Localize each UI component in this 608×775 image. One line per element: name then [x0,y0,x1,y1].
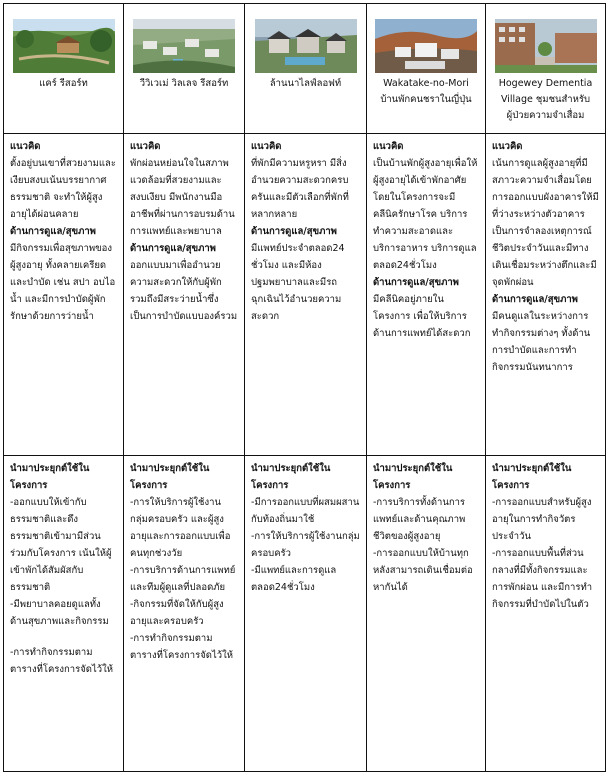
col4-header-cell [367,4,486,134]
project-name-line: ผู้ป่วยความจำเสื่อม [506,110,585,121]
apply-heading: นำมาประยุกต์ใช้ในโครงการ [373,463,453,491]
col3-apply-cell [245,456,367,772]
apply-item: -การให้บริการผู้ใช้งานกลุ่มครอบครัว [251,531,360,559]
apply-heading: นำมาประยุกต์ใช้ในโครงการ [492,463,572,491]
col1-apply-cell [4,456,124,772]
care-heading: ด้านการดูแล/สุขภาพ [492,294,578,305]
apply-item: -การบริการด้านการแพทย์และทีมผู้ดูแลที่ปลอดภัย [130,565,236,593]
apply-item: -การออกแบบพื้นที่ส่วนกลางที่มีทั้งกิจกรรมและการพักผ่อน และมีการทำกิจกรรมที่บำบัดไปในตัว [492,548,593,610]
apply-item: -การบริการทั้งด้านการแพทย์และด้านคุณภาพชีวิตของผู้สูงอายุ [373,497,466,542]
project-name-line: แคร์ รีสอร์ท [39,78,88,89]
hogewey-village-photo [495,19,597,73]
concept-row [4,134,606,456]
col3-header-cell [245,4,367,134]
concept-heading: แนวคิด [373,141,404,152]
project-name-line: Hogewey Dementia [498,78,593,89]
lanna-lifeloft-photo [255,19,357,73]
project-name-line: ล้านนาไลฟ์ลอฟท์ [269,78,342,89]
apply-item: -การทำกิจกรรมตามตารางที่โครงการจัดไว้ให้ [10,647,113,675]
apply-item: -การออกแบบสำหรับผู้สูงอายุในการทำกิจวัตรประจำวัน [492,497,592,542]
apply-item: -การทำกิจกรรมตามตารางที่โครงการจัดไว้ให้ [130,633,233,661]
apply-item: -มีแพทย์และการดูแลตลอด24ชั่วโมง [251,565,337,593]
project-name-2 [128,76,240,92]
care-text: มีแพทย์ประจำตลอด24 ชั่วโมง และมีห้องปฐมพยาบาลและมีรถฉุกเฉินไว้อำนวยความสะดวก [251,243,345,322]
care-resort-photo [13,19,115,73]
col3-concept-cell [245,134,367,456]
apply-heading: นำมาประยุกต์ใช้ในโครงการ [10,463,90,491]
apply-item: -กิจกรรมที่จัดให้กับผู้สูงอายุและครอบครัว [130,599,224,627]
care-heading: ด้านการดูแล/สุขภาพ [130,243,216,254]
care-text: มีคลีนิคอยู่ภายในโครงการ เพื่อให้บริการด้านการแพทย์ได้สะดวก [373,294,471,339]
care-heading: ด้านการดูแล/สุขภาพ [251,226,337,237]
wakatake-no-mori-photo [375,19,477,73]
project-name-line: วีวิเวเม่ วิลเลจ รีสอร์ท [139,78,229,89]
project-name-line: Wakatake-no-Mori [383,78,469,89]
col5-apply-cell [486,456,606,772]
apply-item: -มีการออกแบบที่ผสมผสานกับท้องถิ่นมาใช้ [251,497,360,525]
care-heading: ด้านการดูแล/สุขภาพ [10,226,96,237]
apply-heading: นำมาประยุกต์ใช้ในโครงการ [251,463,331,491]
apply-item: -ออกแบบให้เข้ากับธรรมชาติและดึงธรรมชาติเข้ามามีส่วนร่วมกับโครงการ เน้นให้ผู้เข้าพักได้สัมผัสกับธรรมชาติ [10,497,112,593]
project-name-4 [371,76,481,108]
col5-header-cell [486,4,606,134]
project-name-1 [8,76,119,92]
care-heading: ด้านการดูแล/สุขภาพ [373,277,459,288]
concept-text: เน้นการดูแลผู้สูงอายุที่มีสภาวะความจำเสื่อมโดยการออกแบบผังอาคารให้มีที่ว่างระหว่างตัวอาคารเป็นการจำลองเหตุการณ์ชีวิตประจำวันและมีทางเดินเชื่อมระหว่างตึกและมีจุดพักผ่อน [492,158,599,288]
project-name-line: Village ชุมชนสำหรับ [500,94,591,105]
col5-concept-cell [486,134,606,456]
col2-header-cell [124,4,245,134]
concept-heading: แนวคิด [130,141,161,152]
comparison-table [3,3,606,772]
apply-item: -การให้บริการผู้ใช้งานกลุ่มครอบครัว และผู้สูงอายุและการออกแบบเพื่อคนทุกช่วงวัย [130,497,231,559]
care-text: ออกแบบมาเพื่ออำนวยความสะดวกให้กับผู้พักรวมถึงมีสระว่ายน้ำซึ่งเป็นการบำบัดแบบองค์รวม [130,260,238,322]
concept-heading: แนวคิด [492,141,523,152]
apply-item: -การออกแบบให้บ้านทุกหลังสามารถเดินเชื่อมต่อหากันได้ [373,548,473,593]
concept-heading: แนวคิด [10,141,41,152]
col1-header-cell [4,4,124,134]
spacer [10,630,117,644]
concept-text: ที่พักมีความหรูหรา มีสิ่งอำนวยความสะดวกครบครันและมีตัวเลือกที่พักที่หลากหลาย [251,158,349,220]
apply-item: -มีพยาบาลคอยดูแลทั้งด้านสุขภาพและกิจกรรม [10,599,109,627]
project-name-line: บ้านพักคนชราในญี่ปุ่น [380,94,472,105]
col2-concept-cell [124,134,245,456]
col2-apply-cell [124,456,245,772]
header-row [4,4,606,134]
col4-concept-cell [367,134,486,456]
care-text: มีกิจกรรมเพื่อสุขภาพของผู้สูงอายุ ทั้งคลายเครียด และบำบัด เช่น สปา อบไอน้ำ และมีการบำบัดผู้พักรักษาด้วยการว่ายน้ำ [10,243,116,322]
col4-apply-cell [367,456,486,772]
project-name-3 [249,76,362,92]
concept-heading: แนวคิด [251,141,282,152]
concept-text: พักผ่อนหย่อนใจในสภาพแวดล้อมที่สวยงามและสงบเงียบ มีพนักงานมืออาชีพที่ผ่านการอบรมด้านการแพทย์และพยาบาล [130,158,235,237]
viveme-village-photo [133,19,235,73]
apply-heading: นำมาประยุกต์ใช้ในโครงการ [130,463,210,491]
care-text: มีคนดูแลในระหว่างการทำกิจกรรมต่างๆ ทั้งด้านการบำบัดและการทำกิจกรรมนันทนาการ [492,311,591,373]
col1-concept-cell [4,134,124,456]
concept-text: เป็นบ้านพักผู้สูงอายุเพื่อให้ผู้สูงอายุได้เข้าพักอาศัย โดยในโครงการจะมีคลีนิครักษาโรค บริการทำความสะอาดและบริการอาหาร บริการดูแลตลอด24ชั่วโมง [373,158,478,271]
concept-text: ตั้งอยู่บนเขาที่สวยงามและเงียบสงบเน้นบรรยากาศธรรมชาติ จะทำให้ผู้สูงอายุได้ผ่อนคลาย [10,158,116,220]
project-name-5 [490,76,601,124]
application-row [4,456,606,772]
